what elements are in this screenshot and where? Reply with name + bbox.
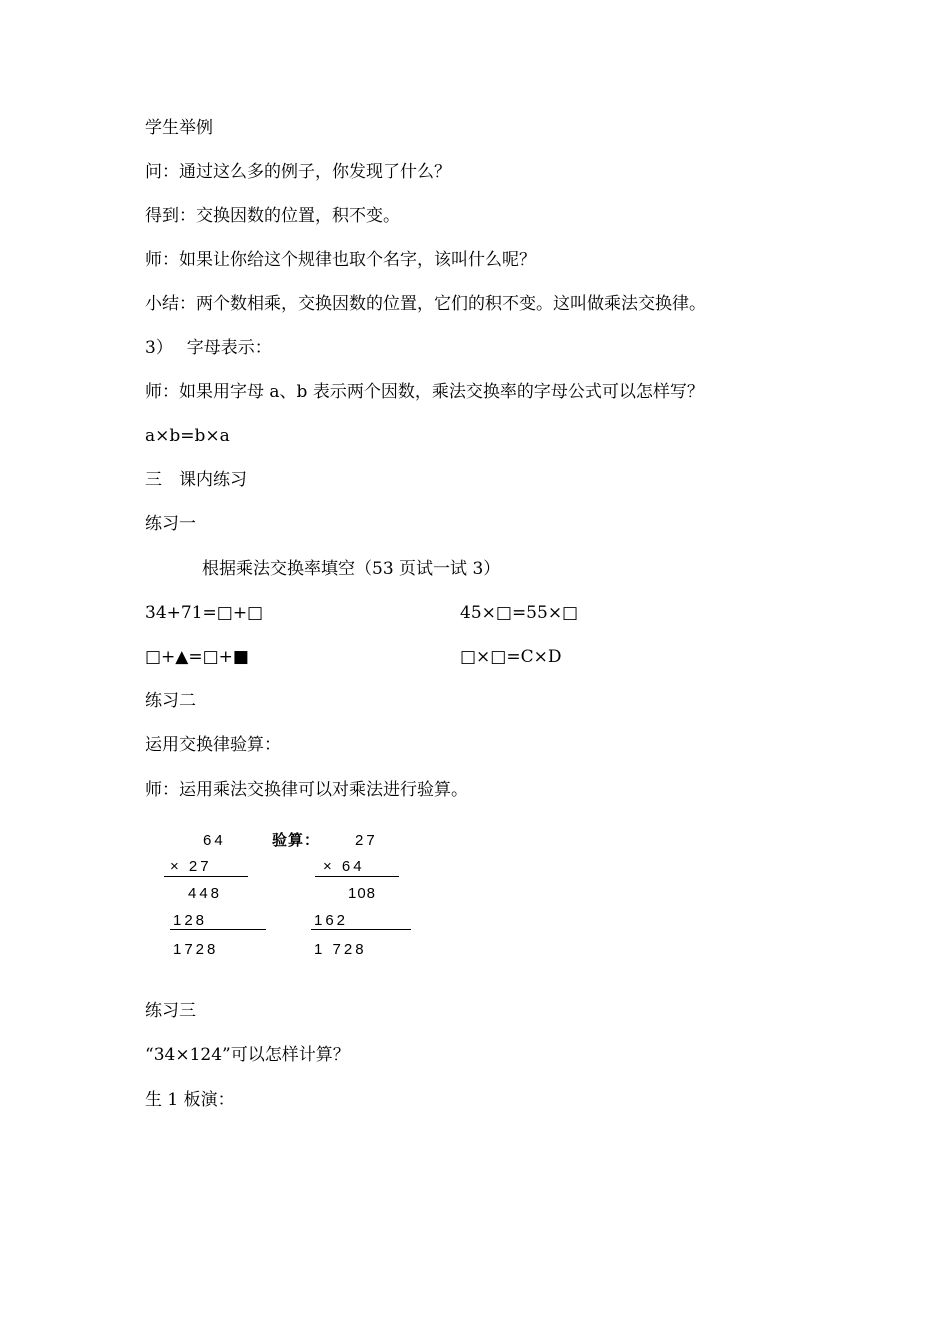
exercise-title: 练习三 (145, 1001, 196, 1021)
calc-row: × 27 (170, 858, 212, 875)
formula: a×b=b×a (145, 426, 230, 446)
text-line: 3） 字母表示： (145, 338, 272, 358)
text-line: 生 1 板演： (145, 1090, 235, 1110)
text-line: “34×124”可以怎样计算？ (145, 1045, 350, 1065)
exercise-item: 34+71=□+□ (145, 603, 264, 623)
section-heading: 三 课内练习 (145, 470, 247, 490)
exercise-item: □+▲=□+■ (145, 647, 249, 667)
exercise-item: 45×□=55×□ (460, 603, 579, 623)
text-line: 师：如果让你给这个规律也取个名字，该叫什么呢？ (145, 250, 536, 270)
calc-underline (315, 876, 399, 877)
calc-row: 1 728 (314, 941, 367, 958)
text-line: 师：运用乘法交换律可以对乘法进行验算。 (145, 780, 468, 800)
calc-row: 1728 (173, 941, 219, 958)
calc-row: 108 (348, 885, 377, 902)
text-line: 根据乘法交换率填空（53 页试一试 3） (202, 559, 501, 579)
calc-underline (170, 929, 266, 930)
calc-row: 448 (188, 885, 223, 902)
exercise-title: 练习一 (145, 514, 196, 534)
text-line: 小结：两个数相乘，交换因数的位置，它们的积不变。这叫做乘法交换律。 (145, 294, 706, 314)
exercise-item: □×□=C×D (460, 647, 562, 667)
calc-row: 162 (314, 912, 349, 929)
calc-underline (164, 876, 248, 877)
text-line: 得到：交换因数的位置，积不变。 (145, 206, 400, 226)
text-line: 师：如果用字母 a、b 表示两个因数，乘法交换率的字母公式可以怎样写？ (145, 382, 704, 402)
exercise-title: 练习二 (145, 691, 196, 711)
calc-row: × 64 (323, 858, 365, 875)
calc-row: 128 (173, 912, 208, 929)
verification-label: 验算： (272, 832, 321, 849)
text-line: 运用交换律验算： (145, 735, 281, 755)
calc-row: 27 (355, 832, 378, 849)
text-line: 问：通过这么多的例子，你发现了什么？ (145, 162, 451, 182)
text-line: 学生举例 (145, 118, 213, 138)
calc-row: 64 (203, 832, 226, 849)
calc-underline (311, 929, 411, 930)
